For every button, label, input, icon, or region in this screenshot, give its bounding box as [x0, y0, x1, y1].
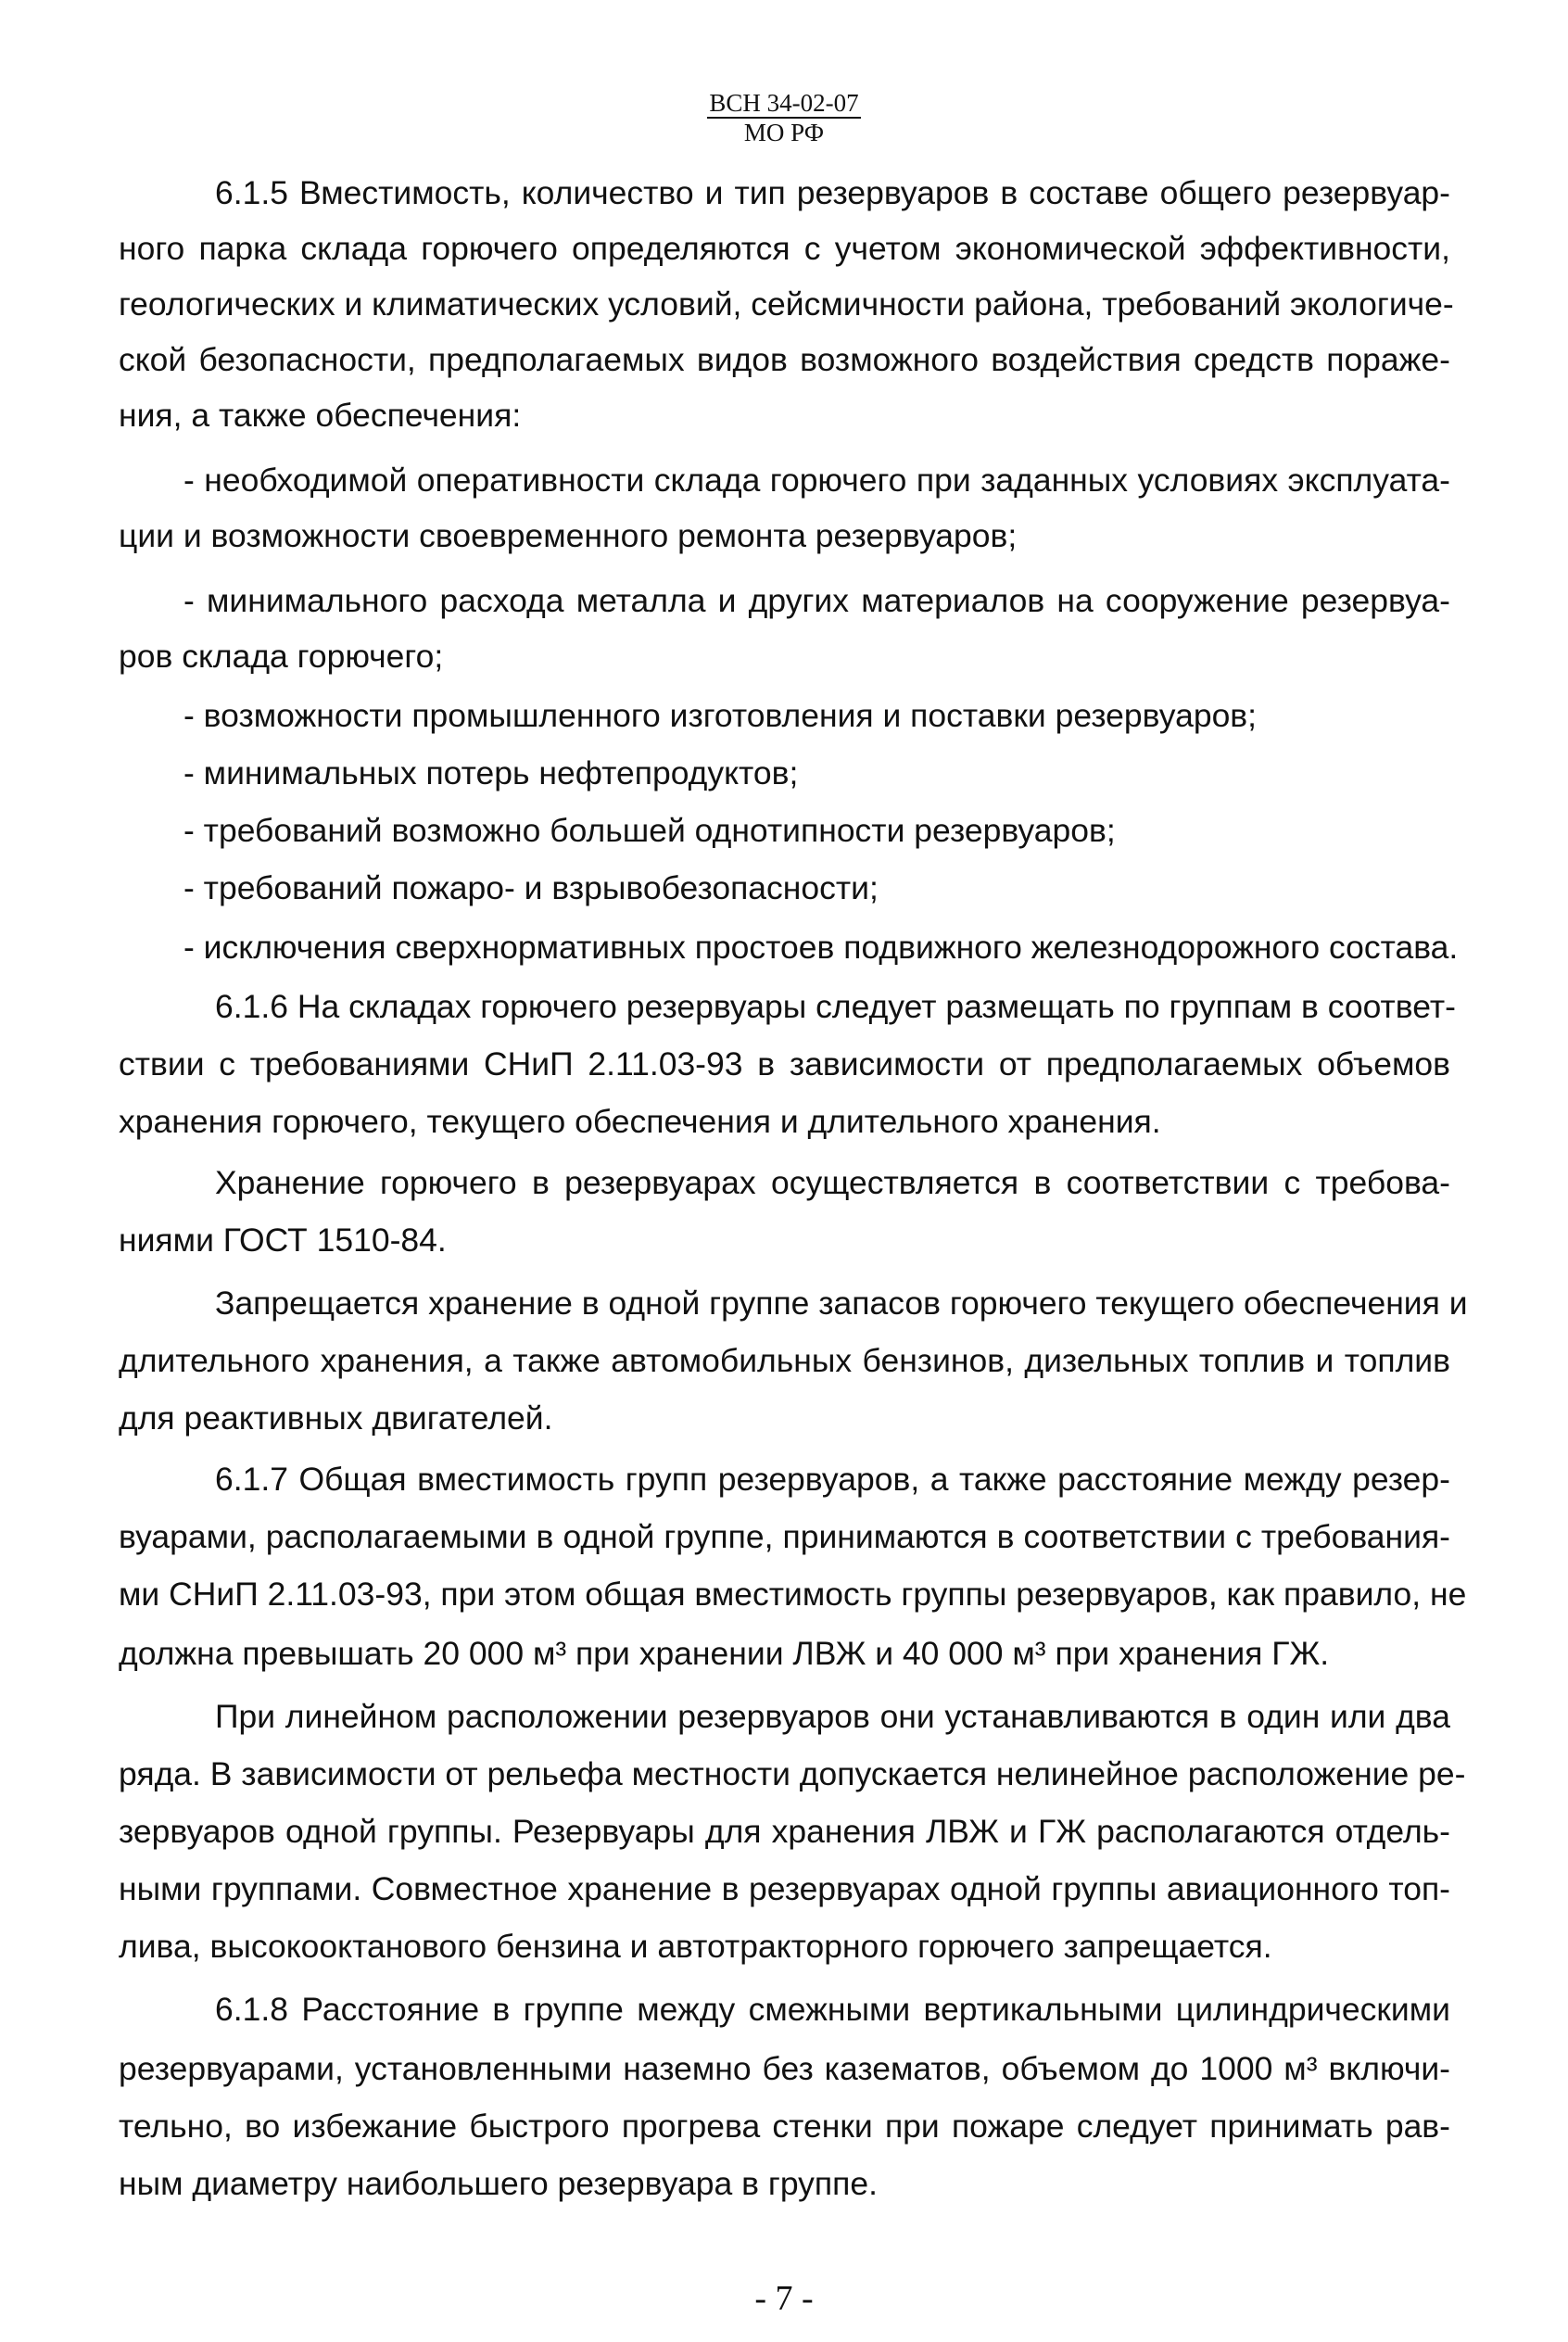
- text-line: ным диаметру наибольшего резервуара в группе.: [119, 2165, 878, 2202]
- text-line: тельно, во избежание быстрого прогрева стенки при пожаре следует принимать рав-: [119, 2108, 1450, 2145]
- document-code: ВСН 34-02-07: [709, 89, 859, 117]
- text-line: При линейном расположении резервуаров они устанавливаются в один или два: [215, 1698, 1450, 1735]
- list-item-line: - минимального расхода металла и других материалов на сооружение резервуа-: [183, 582, 1450, 619]
- list-item-line: ров склада горючего;: [119, 638, 444, 675]
- text-line: зервуаров одной группы. Резервуары для хранения ЛВЖ и ГЖ располагаются отдель-: [119, 1813, 1450, 1850]
- text-line: резервуарами, установленными наземно без казематов, объемом до 1000 м³ включи-: [119, 2050, 1450, 2087]
- text-line: ниями ГОСТ 1510-84.: [119, 1222, 447, 1259]
- list-item: - требований пожаро- и взрывобезопасности;: [183, 869, 879, 906]
- list-item: - исключения сверхнормативных простоев подвижного железнодорожного состава.: [183, 929, 1459, 966]
- document-org: МО РФ: [743, 119, 825, 146]
- text-line: ряда. В зависимости от рельефа местности допускается нелинейное расположение ре-: [119, 1755, 1466, 1792]
- text-line: ния, а также обеспечения:: [119, 397, 522, 434]
- text-line: 6.1.6 На складах горючего резервуары следует размещать по группам в соответ-: [215, 988, 1456, 1025]
- text-line: Запрещается хранение в одной группе запасов горючего текущего обеспечения и: [215, 1285, 1468, 1322]
- text-line: 6.1.7 Общая вместимость групп резервуаров, а также расстояние между резер-: [215, 1461, 1450, 1498]
- list-item: - минимальных потерь нефтепродуктов;: [183, 754, 799, 791]
- text-line: для реактивных двигателей.: [119, 1399, 553, 1437]
- page-number: - 7 -: [754, 2279, 814, 2318]
- list-item: - возможности промышленного изготовления и поставки резервуаров;: [183, 697, 1258, 734]
- text-line: ствии с требованиями СНиП 2.11.03-93 в зависимости от предполагаемых объемов: [119, 1045, 1450, 1082]
- text-line: 6.1.8 Расстояние в группе между смежными вертикальными цилиндрическими: [215, 1991, 1450, 2028]
- text-line: ными группами. Совместное хранение в резервуарах одной группы авиационного топ-: [119, 1870, 1450, 1907]
- list-item: - требований возможно большей однотипности резервуаров;: [183, 812, 1116, 849]
- text-line: Хранение горючего в резервуарах осуществляется в соответствии с требова-: [215, 1164, 1450, 1201]
- text-line: длительного хранения, а также автомобильных бензинов, дизельных топлив и топлив: [119, 1342, 1450, 1379]
- list-item-line: ции и возможности своевременного ремонта резервуаров;: [119, 517, 1018, 554]
- text-line: геологических и климатических условий, сейсмичности района, требований экологиче-: [119, 285, 1454, 323]
- text-line: лива, высокооктанового бензина и автотракторного горючего запрещается.: [119, 1928, 1272, 1965]
- text-line: хранения горючего, текущего обеспечения и длительного хранения.: [119, 1103, 1161, 1140]
- text-line: вуарами, располагаемыми в одной группе, принимаются в соответствии с требования-: [119, 1518, 1450, 1555]
- text-line: ской безопасности, предполагаемых видов возможного воздействия средств пораже-: [119, 341, 1450, 378]
- list-item-line: - необходимой оперативности склада горючего при заданных условиях эксплуата-: [183, 462, 1450, 499]
- text-line: ного парка склада горючего определяются с учетом экономической эффективности,: [119, 230, 1450, 267]
- text-line: 6.1.5 Вместимость, количество и тип резервуаров в составе общего резервуар-: [215, 174, 1450, 211]
- text-line: ми СНиП 2.11.03-93, при этом общая вместимость группы резервуаров, как правило, не: [119, 1576, 1467, 1613]
- text-line: должна превышать 20 000 м³ при хранении ЛВЖ и 40 000 м³ при хранения ГЖ.: [119, 1635, 1330, 1672]
